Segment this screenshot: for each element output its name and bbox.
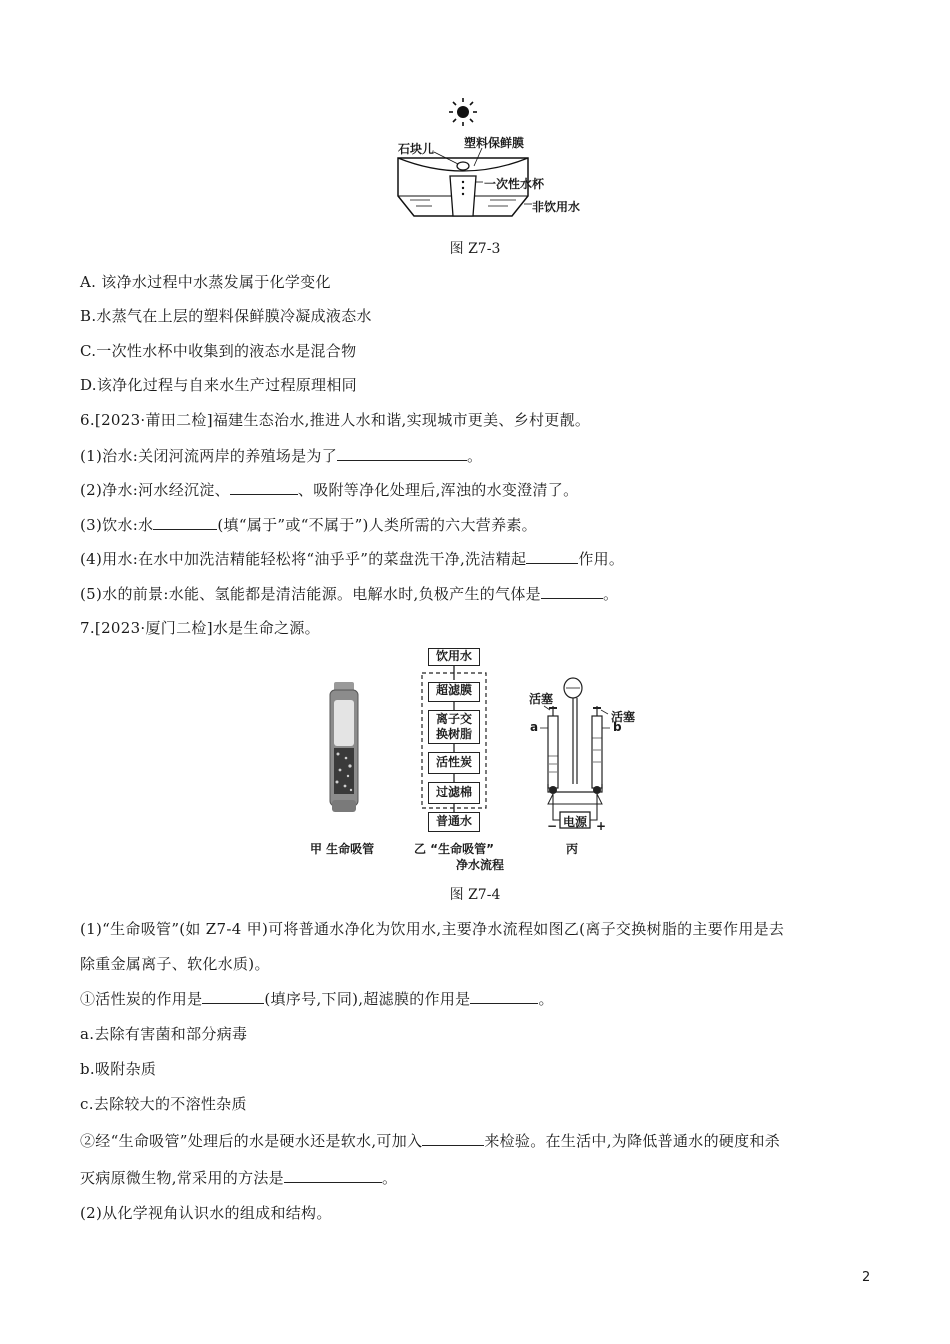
q5-option-a: A. 该净水过程中水蒸发属于化学变化 <box>80 273 331 291</box>
answer-blank[interactable] <box>202 988 264 1004</box>
flow-activated-carbon: 活性炭 <box>428 752 480 774</box>
flow-chart <box>421 646 487 836</box>
label-minus: − <box>547 819 558 833</box>
q6-part1: (1)治水:关闭河流两岸的养殖场是为了 。 <box>80 447 483 465</box>
q6-part3: (3)饮水:水 (填“属于”或“不属于”)人类所需的六大营养素。 <box>80 516 537 534</box>
label-plus: + <box>596 819 607 833</box>
answer-blank[interactable] <box>526 548 578 564</box>
q7-sub2-line2: 灭病原微生物,常采用的方法是 。 <box>80 1169 398 1187</box>
stone-shape <box>457 162 469 170</box>
label-valve-right: 活塞 <box>611 710 636 724</box>
flow-ordinary-water: 普通水 <box>428 812 480 832</box>
sun-icon <box>449 98 477 126</box>
q6-stem: 6.[2023·莆田二检]福建生态治水,推进人水和谐,实现城市更美、乡村更靓。 <box>80 411 591 429</box>
q5-option-b: B.水蒸气在上层的塑料保鲜膜冷凝成液态水 <box>80 307 372 325</box>
flow-filter-cotton: 过滤棉 <box>428 782 480 804</box>
caption-jia: 甲 生命吸管 <box>310 842 375 856</box>
flow-ion-exchange: 离子交 换树脂 <box>428 710 480 744</box>
q7-option-a: a.去除有害菌和部分病毒 <box>80 1025 248 1043</box>
label-power: 电源 <box>563 815 588 829</box>
q7-option-c: c.去除较大的不溶性杂质 <box>80 1095 247 1113</box>
caption-bing: 丙 <box>566 842 579 856</box>
answer-blank[interactable] <box>284 1167 382 1183</box>
answer-blank[interactable] <box>422 1130 484 1146</box>
q7-part1-line1: (1)“生命吸管”(如 Z7-4 甲)可将普通水净化为饮用水,主要净水流程如图乙(离子交换树脂的主要作用是去 <box>80 920 785 938</box>
answer-blank[interactable] <box>541 583 603 599</box>
answer-blank[interactable] <box>230 479 298 495</box>
label-film: 塑料保鲜膜 <box>464 136 525 150</box>
caption-yi-2: 净水流程 <box>456 858 505 872</box>
label-a: a <box>530 720 539 734</box>
q6-part4: (4)用水:在水中加洗洁精能轻松将“油乎乎”的菜盘洗干净,洗洁精起 作用。 <box>80 550 625 568</box>
q5-option-d: D.该净化过程与自来水生产过程原理相同 <box>80 376 357 394</box>
label-valve-left: 活塞 <box>529 692 554 706</box>
page-number: 2 <box>862 1270 871 1285</box>
caption-z7-3: 图 Z7-3 <box>449 241 501 257</box>
q6-part2: (2)净水:河水经沉淀、 、吸附等净化处理后,浑浊的水变澄清了。 <box>80 481 579 499</box>
q7-part1-line2: 除重金属离子、软化水质)。 <box>80 955 270 973</box>
caption-z7-4: 图 Z7-4 <box>449 887 501 903</box>
label-b: b <box>613 720 622 734</box>
q7-part2: (2)从化学视角认识水的组成和结构。 <box>80 1204 332 1222</box>
answer-blank[interactable] <box>470 988 538 1004</box>
label-water: 非饮用水 <box>532 200 581 214</box>
life-straw-image <box>322 682 366 814</box>
q7-sub2-line1: ②经“生命吸管”处理后的水是硬水还是软水,可加入 来检验。在生活中,为降低普通水的硬度和杀 <box>80 1132 781 1150</box>
q6-part5: (5)水的前景:水能、氢能都是清洁能源。电解水时,负极产生的气体是 。 <box>80 585 619 603</box>
caption-yi-1: 乙 “生命吸管” <box>414 842 494 856</box>
label-cup: 一次性水杯 <box>484 177 545 191</box>
label-stone: 石块儿 <box>398 142 435 156</box>
answer-blank[interactable] <box>337 445 467 461</box>
flow-drinking-water: 饮用水 <box>428 648 480 666</box>
q7-sub1: ①活性炭的作用是 (填序号,下同),超滤膜的作用是 。 <box>80 990 554 1008</box>
q7-stem: 7.[2023·厦门二检]水是生命之源。 <box>80 619 320 637</box>
flow-ultrafiltration: 超滤膜 <box>428 682 480 702</box>
q7-option-b: b.吸附杂质 <box>80 1060 157 1078</box>
answer-blank[interactable] <box>153 514 217 530</box>
q5-option-c: C.一次性水杯中收集到的液态水是混合物 <box>80 342 357 360</box>
